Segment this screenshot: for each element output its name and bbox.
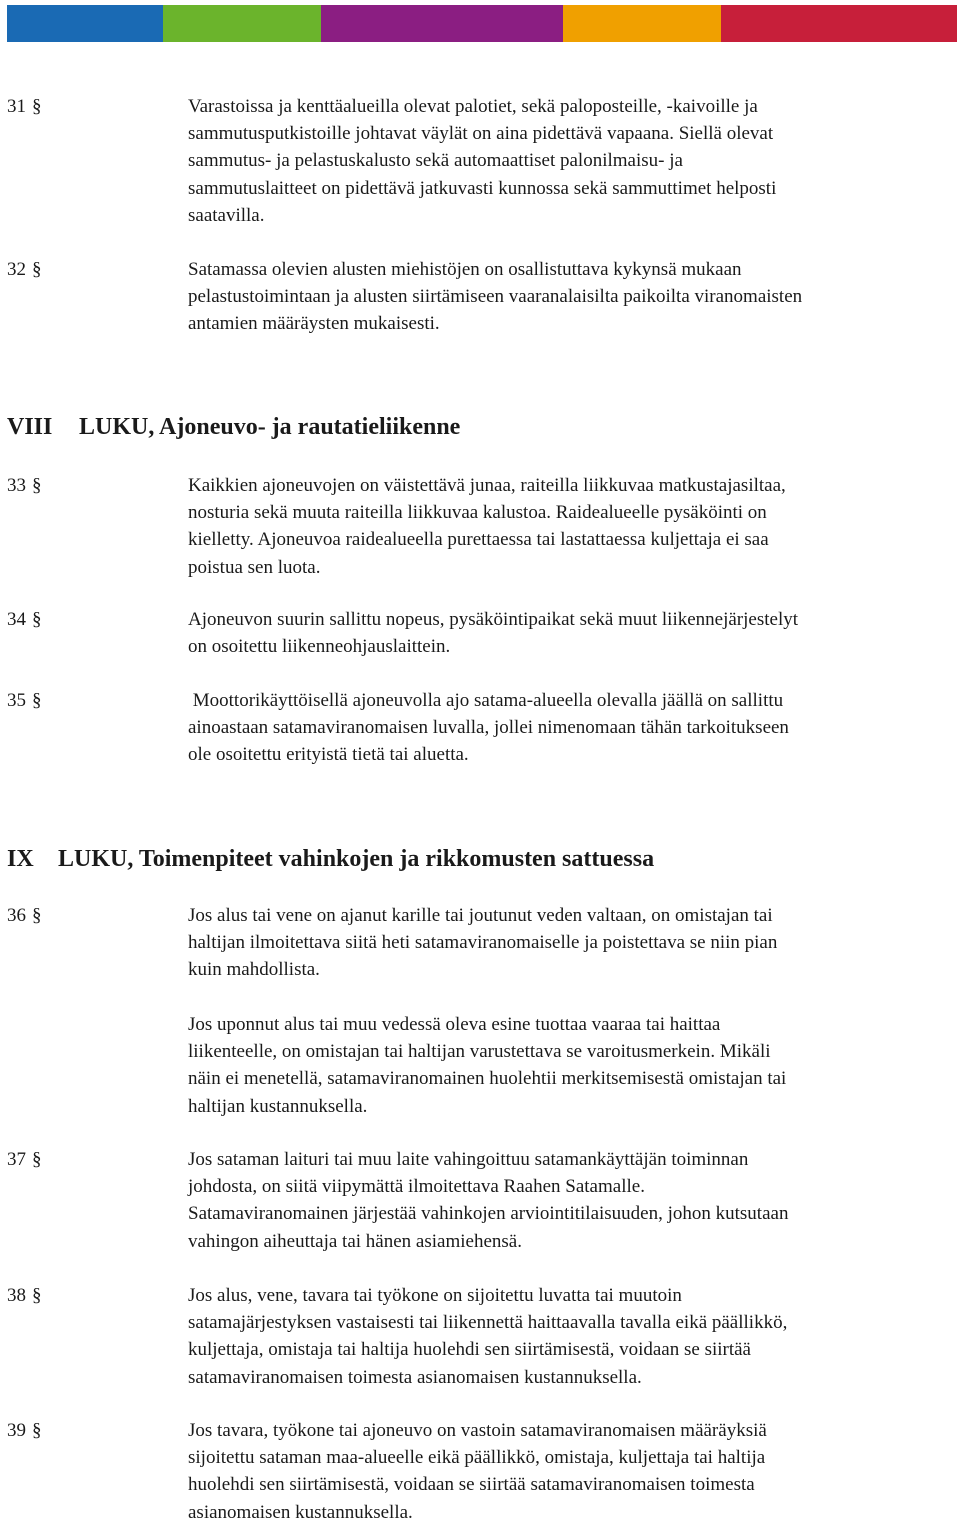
brand-color-bar [7, 5, 957, 42]
section-number: 31 § [7, 96, 42, 117]
color-bar-segment-green [163, 5, 321, 42]
section-number: 32 § [7, 259, 42, 280]
section-text: Jos uponnut alus tai muu vedessä oleva esine tuottaa vaaraa tai haittaa liikenteelle, on omistajan tai haltijan varustettava se varoitusmerkein. Mikäli näin ei menetellä, satamaviranomainen huolehtii merkitsemisestä omistajan tai haltijan kustannuksella. [188, 1014, 787, 1117]
section-text: Moottorikäyttöisellä ajoneuvolla ajo satama-alueella olevalla jäällä on sallittu ainoastaan satamaviranomaisen luvalla, jollei nimenomaan tähän tarkoitukseen ole osoitettu erityistä tietä tai aluetta. [188, 690, 789, 766]
section-number: 35 § [7, 690, 42, 711]
chapter-heading-viii: VIII LUKU, Ajoneuvo- ja rautatieliikenne [7, 414, 461, 440]
section-number: 33 § [7, 475, 42, 496]
color-bar-segment-red [721, 5, 957, 42]
color-bar-segment-orange [563, 5, 721, 42]
section-number: 37 § [7, 1149, 42, 1170]
section-text: Jos tavara, työkone tai ajoneuvo on vastoin satamaviranomaisen määräyksiä sijoitettu sataman maa-alueelle eikä päällikkö, omistaja, kuljettaja tai haltija huolehdi sen siirtämisestä, voidaan se siirtää satamaviranomaisen toimesta asianomaisen kustannuksella. [188, 1420, 767, 1523]
color-bar-segment-purple [321, 5, 563, 42]
section-number: 38 § [7, 1285, 42, 1306]
section-text: Jos alus, vene, tavara tai työkone on sijoitettu luvatta tai muutoin satamajärjestyksen vastaisesti tai liikennettä haittaavalla tavalla eikä päällikkö, kuljettaja, omistaja tai haltija huolehdi sen siirtämisestä, voidaan se siirtää satamaviranomaisen toimesta asianomaisen kustannuksella. [188, 1285, 788, 1388]
section-number: 39 § [7, 1420, 42, 1441]
section-number: 34 § [7, 609, 42, 630]
chapter-heading-ix: IX LUKU, Toimenpiteet vahinkojen ja rikkomusten sattuessa [7, 846, 655, 872]
section-text: Jos sataman laituri tai muu laite vahingoittuu satamankäyttäjän toiminnan johdosta, on siitä viipymättä ilmoitettava Raahen Satamalle. Satamaviranomainen järjestää vahinkojen arviointitilaisuuden, johon kutsutaan vahingon aiheuttaja tai hänen asiamiehensä. [188, 1149, 789, 1252]
color-bar-segment-blue [7, 5, 163, 42]
section-text: Kaikkien ajoneuvojen on väistettävä junaa, raiteilla liikkuvaa matkustajasiltaa, nosturia sekä muuta raiteilla liikkuvaa kalustoa. Raidealueelle pysäköinti on kielletty. Ajoneuvoa raidealueella purettaessa tai lastattaessa kuljettaja ei saa poistua sen luota. [188, 475, 786, 578]
section-text: Satamassa olevien alusten miehistöjen on osallistuttava kykynsä mukaan pelastustoimintaan ja alusten siirtämiseen vaaranalaisilta paikoilta viranomaisten antamien määräysten mukaisesti. [188, 259, 803, 335]
section-number: 36 § [7, 905, 42, 926]
section-text: Varastoissa ja kenttäalueilla olevat palotiet, sekä paloposteille, -kaivoille ja sammutusputkistoille johtavat väylät on aina pidettävä vapaana. Siellä olevat sammutus- ja pelastuskalusto sekä automaattiset palonilmaisu- ja sammutuslaitteet on pidettävä jatkuvasti kunnossa sekä sammuttimet helposti saatavilla. [188, 96, 777, 226]
section-text: Ajoneuvon suurin sallittu nopeus, pysäköintipaikat sekä muut liikennejärjestelyt on osoitettu liikenneohjauslaittein. [188, 609, 799, 658]
section-text: Jos alus tai vene on ajanut karille tai joutunut veden valtaan, on omistajan tai haltijan ilmoitettava siitä heti satamaviranomaiselle ja poistettava se niin pian kuin mahdollista. [188, 905, 778, 981]
